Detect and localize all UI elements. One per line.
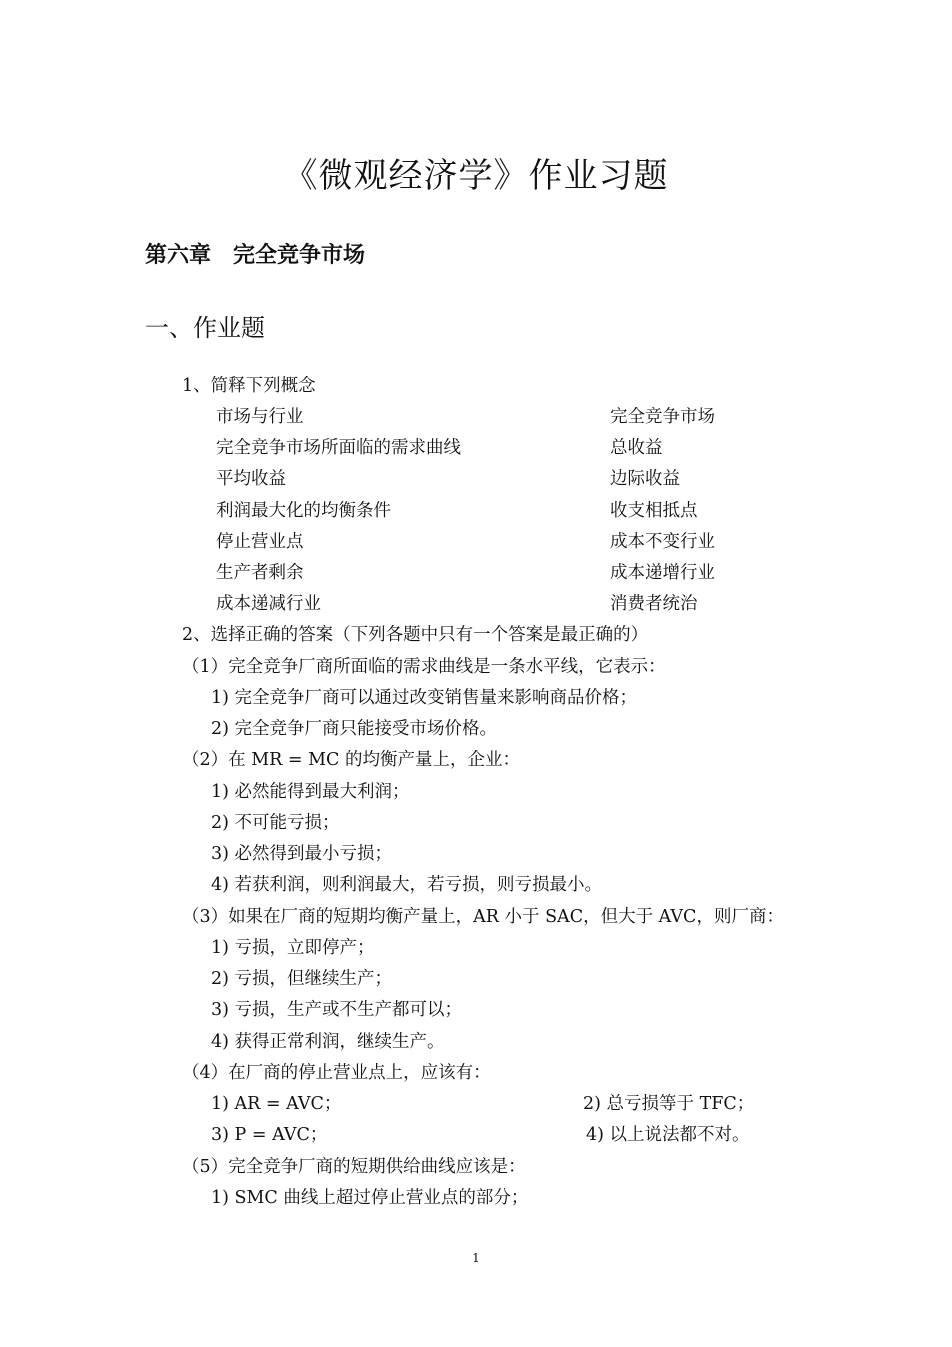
- document-title: 《微观经济学》作业习题: [283, 156, 669, 196]
- sub-question: （2）在 MR = MC 的均衡产量上，企业：: [182, 750, 520, 770]
- term-right: 收支相抵点: [610, 501, 698, 521]
- term-left: 平均收益: [216, 469, 286, 489]
- term-right: 边际收益: [610, 469, 680, 489]
- answer-option: 4) 若获利润，则利润最大，若亏损，则亏损最小。: [211, 875, 603, 895]
- answer-option: 3) 必然得到最小亏损；: [211, 844, 393, 864]
- sub-question: （3）如果在厂商的短期均衡产量上，AR 小于 SAC，但大于 AVC，则厂商：: [182, 907, 784, 927]
- term-right: 成本递增行业: [610, 563, 715, 583]
- answer-option: 4) 获得正常利润，继续生产。: [211, 1032, 445, 1052]
- question-1-heading: 1、简释下列概念: [182, 376, 316, 396]
- answer-option: 2) 完全竞争厂商只能接受市场价格。: [211, 719, 498, 739]
- term-left: 完全竞争市场所面临的需求曲线: [216, 438, 461, 458]
- answer-option: 2) 总亏损等于 TFC；: [583, 1094, 755, 1114]
- sub-question: （1）完全竞争厂商所面临的需求曲线是一条水平线，它表示：: [182, 657, 666, 677]
- page-number: 1: [472, 1251, 480, 1265]
- sub-question: （5）完全竞争厂商的短期供给曲线应该是：: [182, 1157, 526, 1177]
- answer-option: 3) 亏损，生产或不生产都可以；: [211, 1000, 463, 1020]
- answer-option: 1) 必然能得到最大利润；: [211, 782, 410, 802]
- answer-option: 1) SMC 曲线上超过停止营业点的部分；: [211, 1188, 529, 1208]
- term-right: 消费者统治: [610, 594, 698, 614]
- answer-option: 1) 完全竞争厂商可以通过改变销售量来影响商品价格；: [211, 688, 638, 708]
- answer-option: 1) AR = AVC；: [211, 1094, 342, 1114]
- answer-option: 2) 不可能亏损；: [211, 813, 340, 833]
- term-right: 总收益: [610, 438, 663, 458]
- term-right: 完全竞争市场: [610, 407, 715, 427]
- answer-option: 1) 亏损，立即停产；: [211, 938, 375, 958]
- chapter-heading: 第六章 完全竞争市场: [145, 243, 366, 268]
- term-left: 市场与行业: [216, 407, 304, 427]
- section-heading: 一、作业题: [145, 314, 265, 342]
- term-left: 利润最大化的均衡条件: [216, 501, 391, 521]
- term-left: 生产者剩余: [216, 563, 304, 583]
- term-left: 停止营业点: [216, 532, 304, 552]
- answer-option: 4) 以上说法都不对。: [586, 1125, 750, 1145]
- sub-question: （4）在厂商的停止营业点上，应该有：: [182, 1063, 491, 1083]
- term-left: 成本递减行业: [216, 594, 321, 614]
- term-right: 成本不变行业: [610, 532, 715, 552]
- answer-option: 3) P = AVC；: [211, 1125, 328, 1145]
- question-2-heading: 2、选择正确的答案（下列各题中只有一个答案是最正确的）: [182, 625, 649, 645]
- answer-option: 2) 亏损，但继续生产；: [211, 969, 393, 989]
